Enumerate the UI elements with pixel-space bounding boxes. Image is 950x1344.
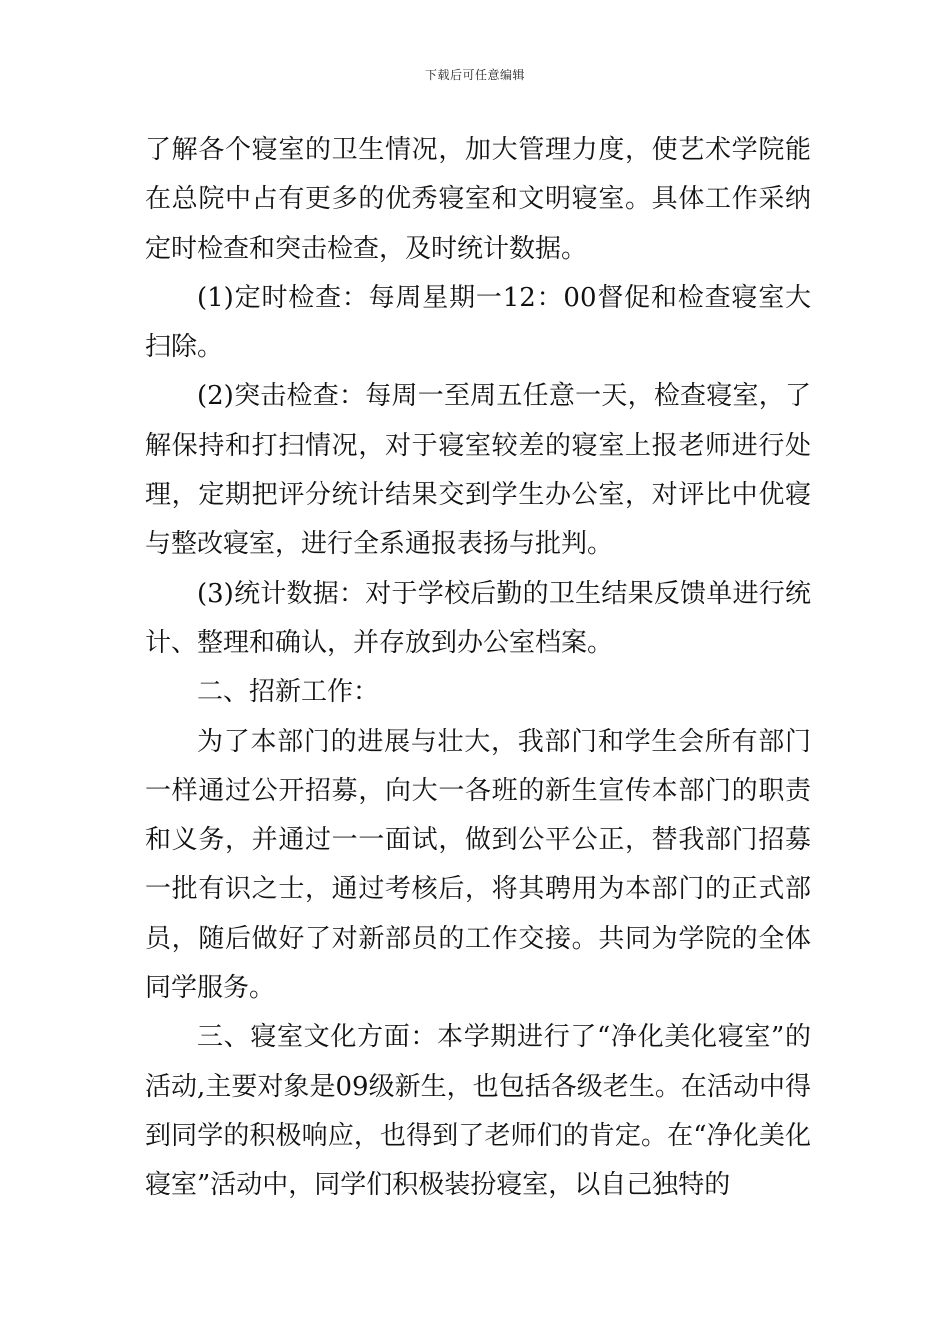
paragraph-surprise-inspection: (2)突击检查：每周一至周五任意一天，检查寝室，了解保持和打扫情况，对于寝室较差的寝室上报老师进行处理，定期把评分统计结果交到学生办公室，对评比中优寝与整改寝室，进行全系通报表扬与批判。 xyxy=(145,381,811,560)
paragraph-dorm-culture: 三、寝室文化方面：本学期进行了“净化美化寝室”的活动,主要对象是09级新生，也包括各级老生。在活动中得到同学的积极响应，也得到了老师们的肯定。在“净化美化寝室”活动中，同学们积极装扮寝室，以自己独特的 xyxy=(145,1022,811,1201)
paragraph-continuation: 了解各个寝室的卫生情况，加大管理力度，使艺术学院能在总院中占有更多的优秀寝室和文明寝室。具体工作采纳定时检查和突击检查，及时统计数据。 xyxy=(145,135,811,264)
paragraph-statistics: (3)统计数据：对于学校后勤的卫生结果反馈单进行统计、整理和确认，并存放到办公室档案。 xyxy=(145,578,811,658)
page-header-note: 下载后可任意编辑 xyxy=(424,68,525,82)
document-body xyxy=(145,126,811,1211)
paragraph-scheduled-inspection: (1)定时检查：每周星期一12：00督促和检查寝室大扫除。 xyxy=(145,282,811,363)
paragraph-recruitment: 为了本部门的进展与壮大，我部门和学生会所有部门一样通过公开招募，向大一各班的新生宣传本部门的职责和义务，并通过一一面试，做到公平公正，替我部门招募一批有识之士，通过考核后，将其聘用为本部门的正式部员，随后做好了对新部员的工作交接。共同为学院的全体同学服务。 xyxy=(145,726,811,1004)
section-heading-recruitment: 二、招新工作： xyxy=(197,677,380,708)
